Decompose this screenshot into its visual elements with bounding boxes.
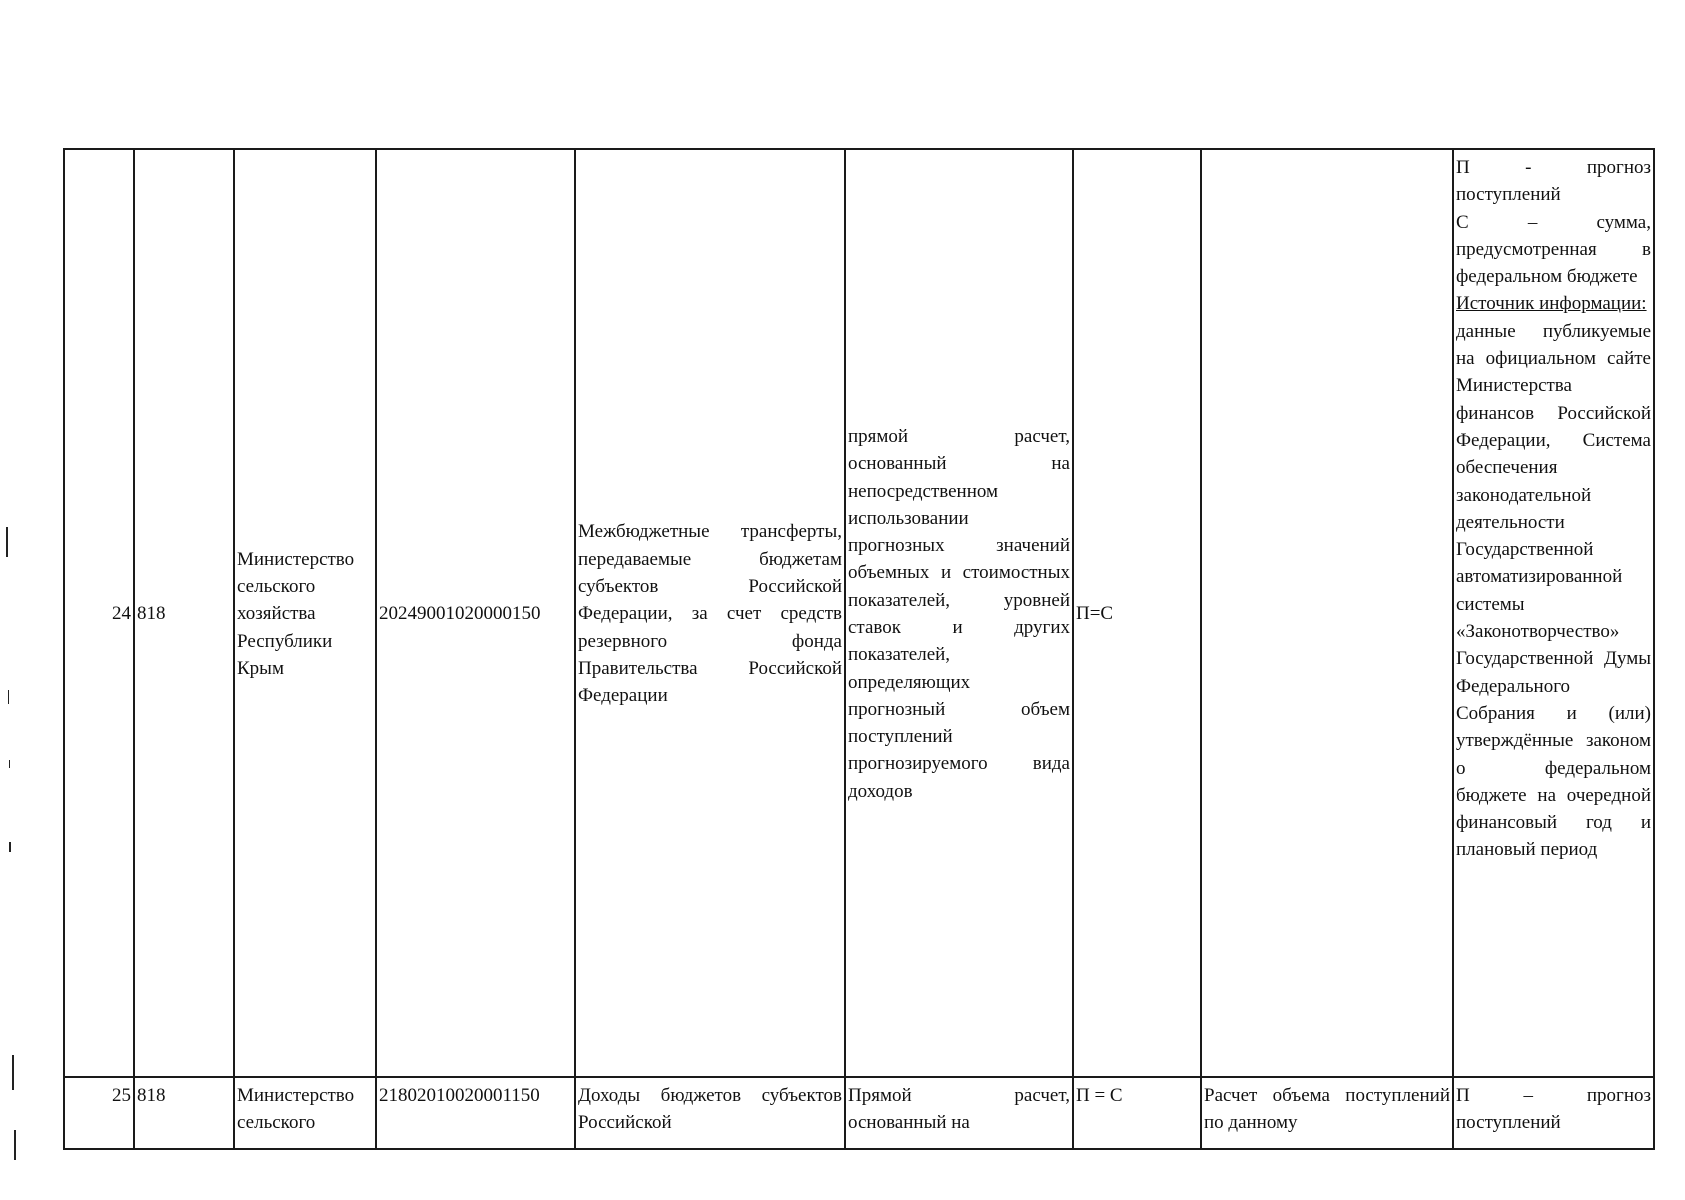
- indicators-description: [1453, 1077, 1654, 1149]
- p-definition: П - прогноз поступлений: [1456, 157, 1651, 206]
- c-definition: С – сумма, предусмотренная в федеральном бюджете: [1456, 211, 1651, 288]
- source-text: данные публикуемые на официальном сайте Министерства финансов Российской Федерации, Система обеспечения законодательной деятельности Государственной автоматизированной системы «Законотворчество» Государственной Думы Федерального Собрания и (или) утверждённые законом о федеральном бюджете на очередной финансовый год и плановый период: [1456, 320, 1651, 861]
- admin-code: 818: [134, 1077, 234, 1149]
- revenue-name: Межбюджетные трансферты, передаваемые бюджетам субъектов Российской Федерации, за счет средств резервного фонда Правительства Российской Федерации: [575, 149, 845, 1077]
- table-row: [64, 149, 1654, 1077]
- scan-mark: [9, 842, 11, 852]
- admin-code: 818: [134, 149, 234, 1077]
- row-number: 25: [64, 1077, 134, 1149]
- formula: П=С: [1073, 149, 1201, 1077]
- algorithm: Расчет объема поступлений по данному: [1201, 1077, 1453, 1149]
- scan-mark: [9, 760, 10, 768]
- administrator-name: Министерство сельского: [234, 1077, 376, 1149]
- administrator-name: Министерство сельского хозяйства Республики Крым: [234, 149, 376, 1077]
- revenue-forecast-table: [63, 148, 1655, 1150]
- revenue-name: Доходы бюджетов субъектов Российской: [575, 1077, 845, 1149]
- kbk-code: 20249001020000150: [376, 149, 575, 1077]
- kbk-code: 21802010020001150: [376, 1077, 575, 1149]
- p-definition: П – прогноз поступлений: [1456, 1085, 1651, 1134]
- formula: П = С: [1073, 1077, 1201, 1149]
- scan-mark: [12, 1055, 14, 1090]
- scan-mark: [8, 690, 9, 704]
- calculation-method: Прямой расчет, основанный на: [845, 1077, 1073, 1149]
- source-label: Источник информации:: [1456, 293, 1647, 315]
- algorithm: [1201, 149, 1453, 1077]
- row-number: 24: [64, 149, 134, 1077]
- scan-mark: [14, 1130, 16, 1160]
- indicators-description: [1453, 149, 1654, 1077]
- table-row: [64, 1077, 1654, 1149]
- calculation-method: прямой расчет, основанный на непосредственном использовании прогнозных значений объемных и стоимостных показателей, уровней ставок и других показателей, определяющих прогнозный объем поступлений прогнозируемого вида доходов: [845, 149, 1073, 1077]
- scan-mark: [6, 527, 8, 557]
